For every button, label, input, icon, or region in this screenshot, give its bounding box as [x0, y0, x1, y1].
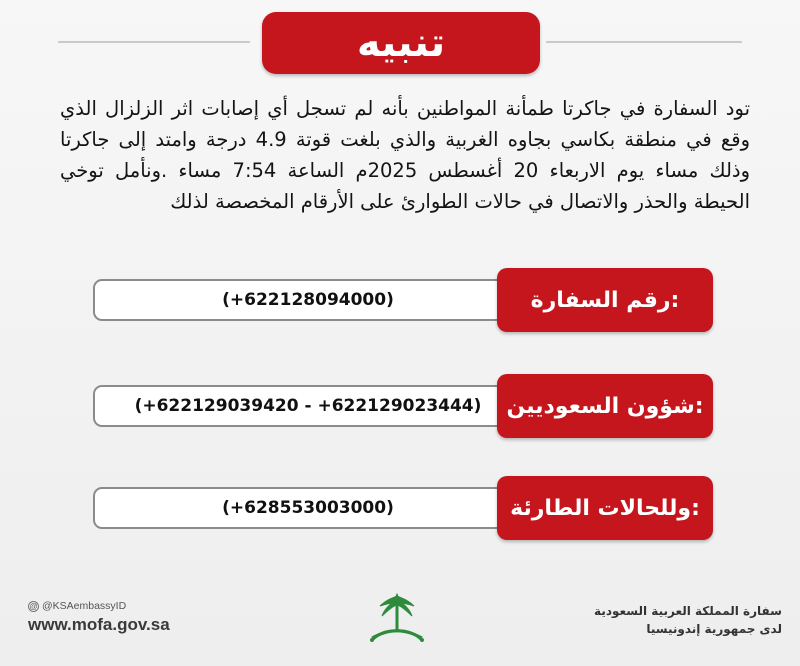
contact-row-embassy: [0, 268, 800, 332]
footer-social: [28, 600, 170, 635]
org-name-line1: سفارة المملكة العربية السعودية: [594, 604, 782, 618]
contact-row-saudi-affairs: [0, 374, 800, 438]
title-badge: [262, 12, 540, 74]
footer-organization: [594, 604, 782, 636]
social-handle[interactable]: [28, 600, 170, 612]
embassy-number[interactable]: (+622128094000): [93, 279, 523, 321]
org-name-line2: لدى جمهورية إندونيسيا: [646, 622, 782, 636]
embassy-number-label: رقم السفارة:: [497, 268, 713, 332]
notice-text: تود السفارة في جاكرتا طمأنة المواطنين بأنه لم تسجل أي إصابات اثر الزلزال الذي وقع في منطقة بكاسي بجاوه الغربية والذي بلغت قوتة 4.9 درجة وامتد إلى جاكرتا وذلك مساء يوم الاربعاء 20 أغسطس 2025م الساعة 7:54 مساء .ونأمل توخي الحيطة والحذر والاتصال في حالات الطوارئ على الأرقام المخصصة لذلك: [60, 97, 751, 213]
website-link[interactable]: www.mofa.gov.sa: [28, 615, 170, 634]
title-divider-left: [58, 41, 250, 43]
saudi-affairs-number[interactable]: (+622129039420 - +622129023444): [93, 385, 523, 427]
title-divider-right: [546, 41, 742, 43]
emergency-label: وللحالات الطارئة:: [497, 476, 713, 540]
palm-swords-emblem-icon: [364, 590, 430, 654]
page-title: تنبيه: [356, 20, 446, 66]
social-handle-text: @KSAembassyID: [42, 600, 127, 612]
at-sign-icon: @: [29, 601, 38, 611]
saudi-affairs-label: شؤون السعوديين:: [497, 374, 713, 438]
contact-row-emergency: [0, 476, 800, 540]
emergency-number[interactable]: (+628553003000): [93, 487, 523, 529]
